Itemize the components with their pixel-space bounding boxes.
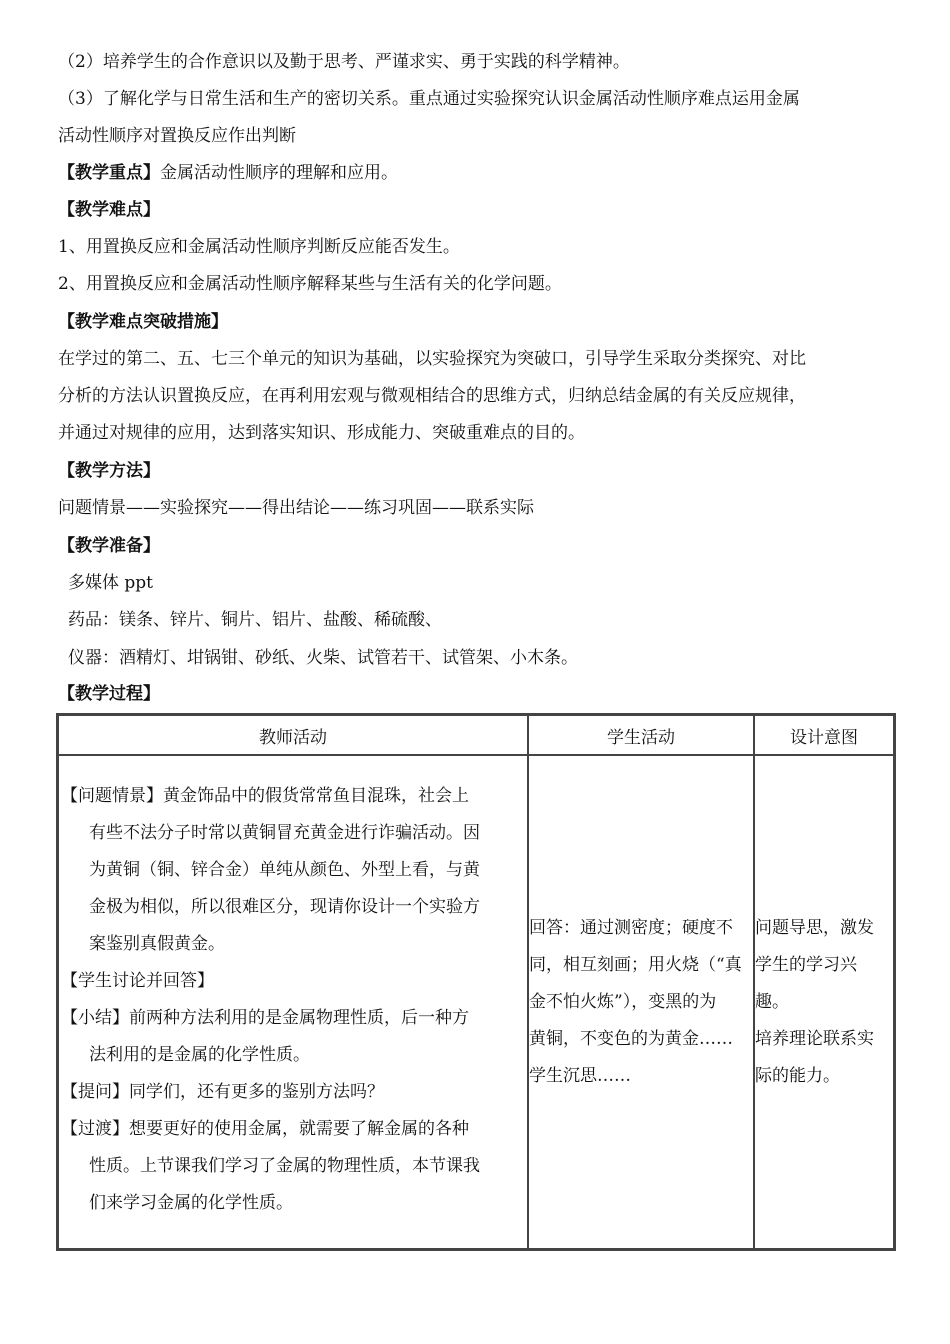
column-header-student: 学生活动 — [528, 715, 754, 755]
process-table — [56, 713, 896, 1251]
process-heading: 【教学过程】 — [58, 684, 160, 704]
teacher-line: 【问题情景】黄金饰品中的假货常常鱼目混珠，社会上 — [61, 786, 469, 806]
student-line: 黄铜，不变色的为黄金…… — [529, 1028, 733, 1049]
method-text: 问题情景——实验探究——得出结论——练习巩固——联系实际 — [58, 498, 534, 518]
teacher-line: 案鉴别真假黄金。 — [89, 934, 225, 954]
teacher-line: 【小结】前两种方法利用的是金属物理性质，后一种方 — [61, 1008, 469, 1028]
column-header-intent: 设计意图 — [754, 715, 894, 755]
table-row — [58, 755, 894, 1249]
student-line: 学生沉思…… — [529, 1065, 631, 1086]
difficulty-heading: 【教学难点】 — [58, 200, 160, 220]
teacher-line: 法利用的是金属的化学性质。 — [89, 1045, 310, 1065]
teacher-line: 【学生讨论并回答】 — [61, 971, 214, 991]
design-intent-cell — [754, 755, 894, 1249]
goal-line-3-cont: 活动性顺序对置换反应作出判断 — [58, 126, 296, 146]
intent-line: 趣。 — [755, 991, 789, 1012]
goal-line-3: （3）了解化学与日常生活和生产的密切关系。重点通过实验探究认识金属活动性顺序难点运用金属 — [58, 89, 800, 109]
breakthrough-line: 分析的方法认识置换反应，在再利用宏观与微观相结合的思维方式，归纳总结金属的有关反应规律， — [58, 386, 806, 406]
teacher-line: 性质。上节课我们学习了金属的物理性质，本节课我 — [89, 1156, 480, 1176]
teacher-line: 们来学习金属的化学性质。 — [89, 1193, 293, 1213]
intent-line: 际的能力。 — [755, 1065, 840, 1086]
teacher-line: 【过渡】想要更好的使用金属，就需要了解金属的各种 — [61, 1119, 469, 1139]
key-point-text: 金属活动性顺序的理解和应用。 — [160, 163, 398, 183]
breakthrough-line: 在学过的第二、五、七三个单元的知识为基础，以实验探究为突破口，引导学生采取分类探究、对比 — [58, 349, 806, 369]
method-heading: 【教学方法】 — [58, 461, 160, 481]
teacher-activity-cell — [58, 755, 528, 1249]
intent-line: 培养理论联系实 — [755, 1028, 874, 1049]
key-point-line — [58, 163, 398, 183]
teacher-line: 为黄铜（铜、锌合金）单纯从颜色、外型上看，与黄 — [89, 860, 480, 880]
student-line: 回答：通过测密度；硬度不 — [529, 917, 733, 938]
breakthrough-heading: 【教学难点突破措施】 — [58, 312, 228, 332]
preparation-heading: 【教学准备】 — [58, 536, 160, 556]
teacher-line: 有些不法分子时常以黄铜冒充黄金进行诈骗活动。因 — [89, 823, 480, 843]
teacher-line: 金极为相似，所以很难区分，现请你设计一个实验方 — [89, 897, 480, 917]
student-activity-cell — [528, 755, 754, 1249]
table-header-row — [58, 715, 894, 755]
preparation-item: 仪器：酒精灯、坩锅钳、砂纸、火柴、试管若干、试管架、小木条。 — [68, 648, 578, 668]
student-line: 金不怕火炼”），变黑的为 — [529, 991, 717, 1012]
difficulty-item-1: 1、用置换反应和金属活动性顺序判断反应能否发生。 — [58, 237, 460, 257]
intent-line: 问题导思，激发 — [755, 917, 874, 938]
preparation-item: 多媒体 ppt — [68, 573, 153, 593]
goal-line-2: （2）培养学生的合作意识以及勤于思考、严谨求实、勇于实践的科学精神。 — [58, 52, 630, 72]
key-point-heading: 【教学重点】 — [58, 163, 160, 183]
breakthrough-line: 并通过对规律的应用，达到落实知识、形成能力、突破重难点的目的。 — [58, 423, 585, 443]
preparation-item: 药品：镁条、锌片、铜片、铝片、盐酸、稀硫酸、 — [68, 610, 442, 630]
student-line: 同，相互刻画；用火烧（“真 — [529, 954, 742, 975]
difficulty-item-2: 2、用置换反应和金属活动性顺序解释某些与生活有关的化学问题。 — [58, 274, 562, 294]
column-header-teacher: 教师活动 — [58, 715, 528, 755]
teacher-line: 【提问】同学们，还有更多的鉴别方法吗？ — [61, 1082, 384, 1102]
intent-line: 学生的学习兴 — [755, 954, 857, 975]
